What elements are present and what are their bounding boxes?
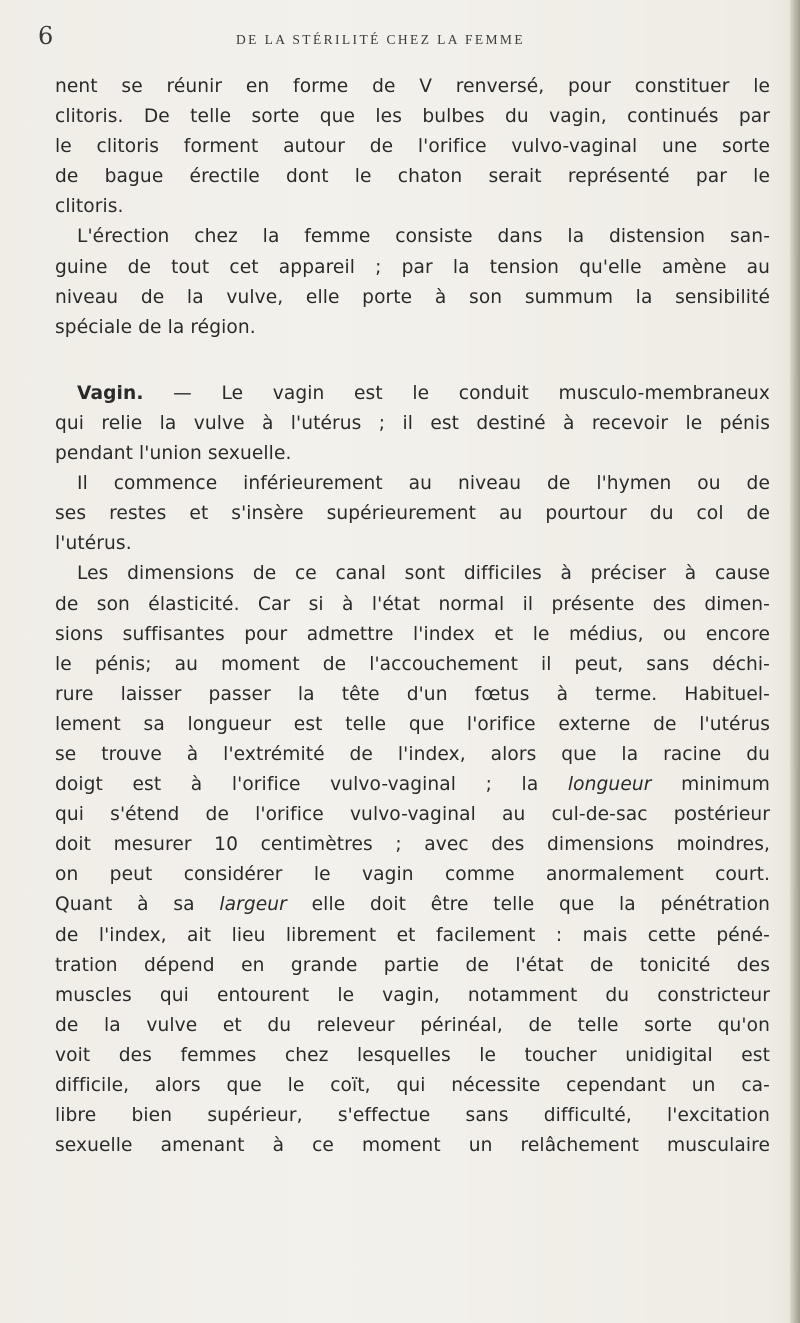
text-line: difficile, alors que le coït, qui nécessite cependant un ca-: [55, 1075, 770, 1096]
body-text: [55, 72, 770, 1161]
running-head: DE LA STÉRILITÉ CHEZ LA FEMME: [236, 32, 525, 47]
text-line: clitoris.: [55, 196, 124, 218]
page-edge-shadow: [790, 0, 800, 1323]
text-line: pendant l'union sexuelle.: [55, 443, 292, 465]
text-line: spéciale de la région.: [55, 316, 256, 338]
text-line: ses restes et s'insère supérieurement au pourtour du col de: [55, 503, 770, 525]
text-line: de l'index, ait lieu librement et facilement : mais cette péné-: [55, 924, 770, 946]
text-fragment: Quant à sa: [55, 894, 195, 916]
text-line: [55, 770, 770, 800]
text-line: de la vulve et du releveur périnéal, de telle sorte qu'on: [55, 1014, 770, 1036]
text-line: clitoris. De telle sorte que les bulbes du vagin, continués par: [55, 106, 770, 128]
section-gap: [55, 343, 770, 379]
text-line: Il commence inférieurement au niveau de l'hymen ou de: [77, 473, 770, 495]
text-line: Les dimensions de ce canal sont difficiles à préciser à cause: [77, 563, 770, 585]
text-line: doit mesurer 10 centimètres ; avec des dimensions moindres,: [55, 834, 770, 856]
text-line: voit des femmes chez lesquelles le toucher unidigital est: [55, 1044, 770, 1066]
text-line: L'érection chez la femme consiste dans la distension san-: [77, 226, 770, 248]
page-number: 6: [38, 22, 54, 50]
text-line: le clitoris forment autour de l'orifice vulvo-vaginal une sorte: [55, 136, 770, 158]
text-line: libre bien supérieur, s'effectue sans difficulté, l'excitation: [55, 1105, 770, 1127]
text-line: nent se réunir en forme de V renversé, pour constituer le: [55, 76, 770, 97]
text-line: rure laisser passer la tête d'un fœtus à terme. Habituel-: [55, 683, 770, 705]
text-line: sexuelle amenant à ce moment un relâchement musculaire: [55, 1135, 770, 1157]
text-line: niveau de la vulve, elle porte à son summum la sensibilité: [55, 286, 770, 308]
text-line: l'utérus.: [55, 533, 132, 555]
text-line: on peut considérer le vagin comme anormalement court.: [55, 864, 770, 886]
text-line: le pénis; au moment de l'accouchement il peut, sans déchi-: [55, 653, 770, 675]
text-line: qui s'étend de l'orifice vulvo-vaginal au cul-de-sac postérieur: [55, 804, 770, 826]
text-line: guine de tout cet appareil ; par la tension qu'elle amène au: [55, 256, 770, 278]
emphasis-largeur: largeur: [219, 894, 287, 916]
text-line: se trouve à l'extrémité de l'index, alors que la racine du: [55, 743, 770, 765]
text-fragment: doigt est à l'orifice vulvo-vaginal ; la: [55, 774, 539, 796]
text-line: sions suffisantes pour admettre l'index et le médius, ou encore: [55, 623, 770, 645]
text-line: qui relie la vulve à l'utérus ; il est destiné à recevoir le pénis: [55, 412, 770, 434]
text-line: de son élasticité. Car si à l'état normal il présente des dimen-: [55, 593, 770, 615]
text-fragment: — Le vagin est le conduit musculo-membraneux: [143, 382, 770, 404]
text-fragment: elle doit être telle que la pénétration: [286, 894, 771, 916]
section-heading: Vagin.: [77, 382, 144, 404]
text-line: muscles qui entourent le vagin, notamment du constricteur: [55, 984, 770, 1006]
text-line: [55, 379, 770, 409]
text-line: tration dépend en grande partie de l'état de tonicité des: [55, 954, 770, 976]
text-line: [55, 890, 770, 920]
text-line: lement sa longueur est telle que l'orifice externe de l'utérus: [55, 713, 770, 735]
page-header: [38, 22, 738, 52]
emphasis-longueur: longueur: [567, 774, 652, 796]
text-fragment: minimum: [651, 774, 771, 796]
text-line: de bague érectile dont le chaton serait représenté par le: [55, 166, 770, 188]
